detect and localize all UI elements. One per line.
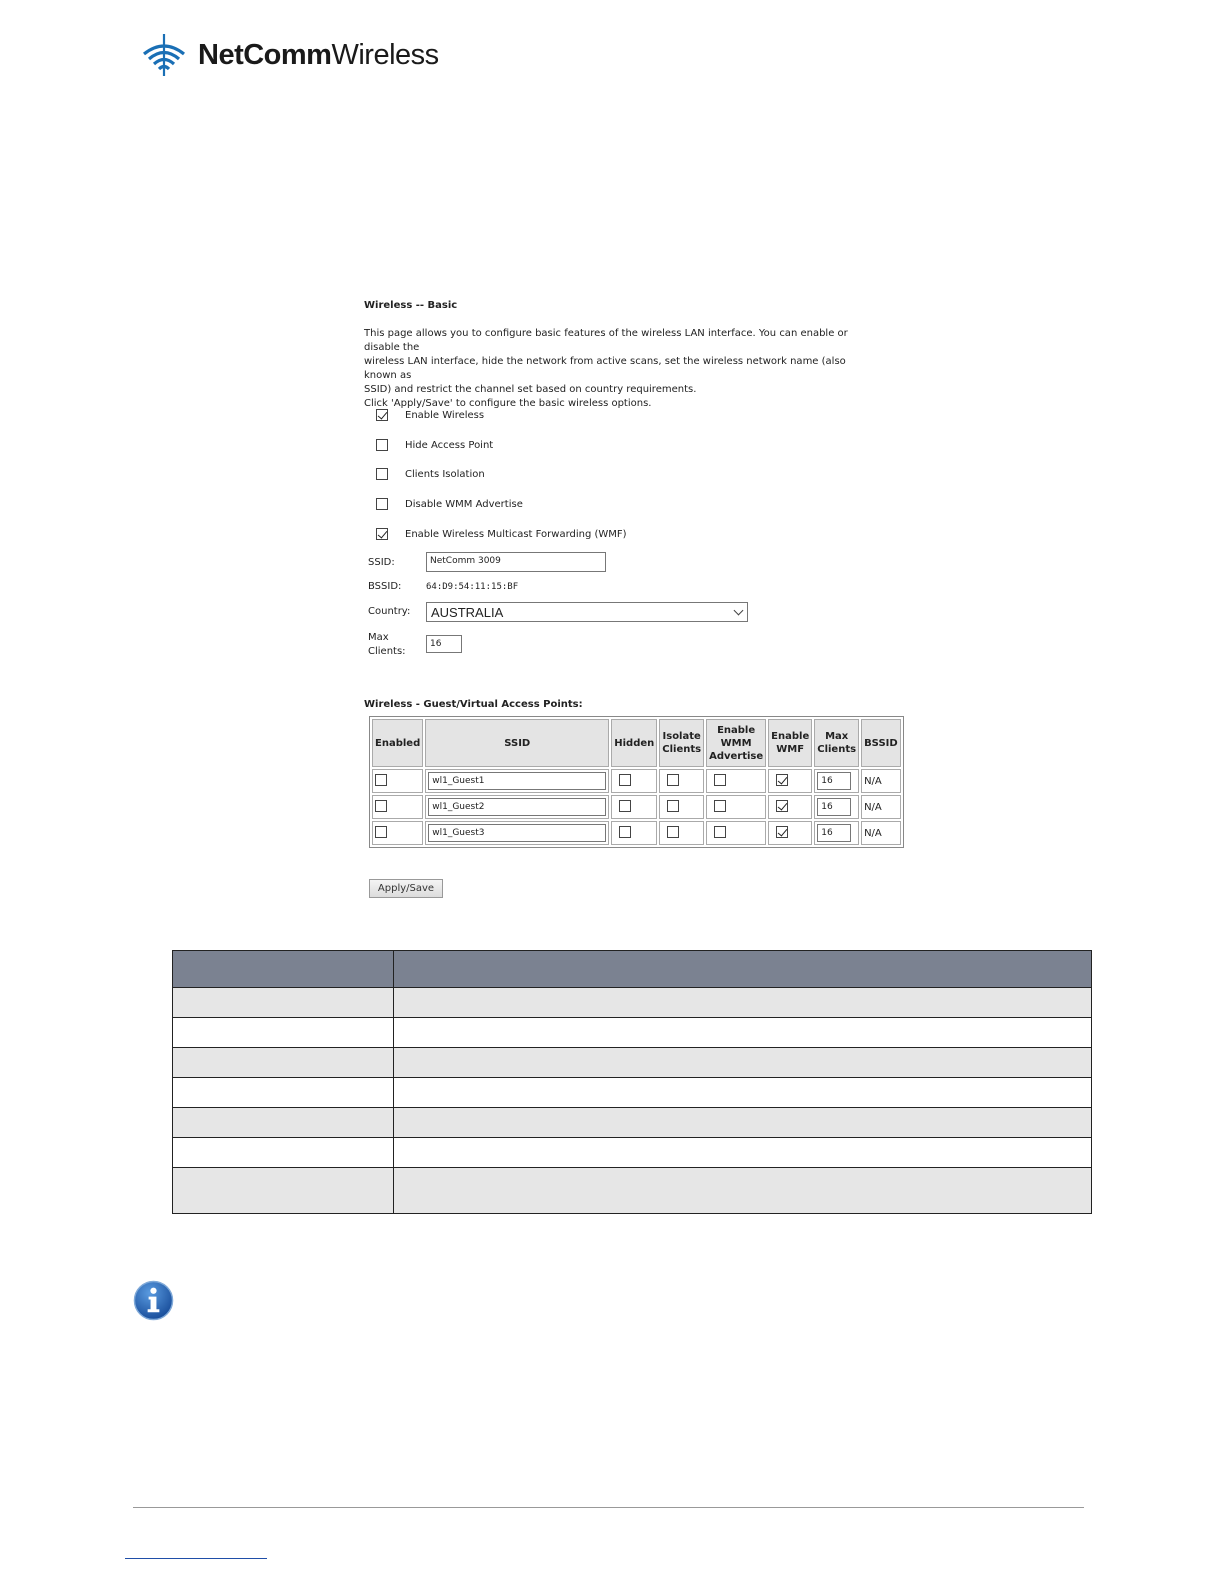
- option-enable-wmf[interactable]: Enable Wireless Multicast Forwarding (WMF): [376, 527, 627, 541]
- option-enable-wireless[interactable]: Enable Wireless: [376, 408, 484, 422]
- guest1-ssid-input[interactable]: wl1_Guest1: [428, 772, 606, 790]
- col-enabled: Enabled: [372, 719, 423, 767]
- table-row: [372, 795, 901, 819]
- col-ssid: SSID: [425, 719, 609, 767]
- guest1-max-clients-input[interactable]: 16: [817, 772, 851, 790]
- table-header-row: [173, 951, 1092, 988]
- guest-ap-title: Wireless - Guest/Virtual Access Points:: [364, 699, 583, 710]
- col-max-clients: Max Clients: [814, 719, 859, 767]
- guest2-enabled-checkbox[interactable]: [375, 800, 387, 812]
- col-isolate-clients: Isolate Clients: [659, 719, 704, 767]
- guest2-isolate-checkbox[interactable]: [667, 800, 679, 812]
- netcomm-logo: [140, 32, 439, 78]
- ssid-row: [368, 552, 606, 572]
- guest1-bssid: N/A: [861, 769, 901, 793]
- col-bssid: BSSID: [861, 719, 901, 767]
- guest2-max-clients-input[interactable]: 16: [817, 798, 851, 816]
- bssid-row: [368, 581, 518, 592]
- brand-name: NetCommWireless: [198, 38, 439, 71]
- footer-divider: [133, 1507, 1084, 1508]
- enable-wmf-checkbox[interactable]: [376, 528, 388, 540]
- disable-wmm-checkbox[interactable]: [376, 498, 388, 510]
- table-row: [372, 821, 901, 845]
- option-disable-wmm[interactable]: Disable WMM Advertise: [376, 497, 523, 511]
- col-enable-wmm-advertise: Enable WMM Advertise: [706, 719, 766, 767]
- guest3-hidden-checkbox[interactable]: [619, 826, 631, 838]
- guest3-wmf-checkbox[interactable]: [776, 826, 788, 838]
- guest1-enabled-checkbox[interactable]: [375, 774, 387, 786]
- ssid-label: SSID:: [368, 556, 395, 568]
- table-row: [173, 1138, 1092, 1168]
- guest1-wmf-checkbox[interactable]: [776, 774, 788, 786]
- guest1-isolate-checkbox[interactable]: [667, 774, 679, 786]
- table-row: [372, 769, 901, 793]
- country-select[interactable]: AUSTRALIA: [426, 602, 748, 622]
- guest3-enabled-checkbox[interactable]: [375, 826, 387, 838]
- country-label: Country:: [368, 606, 411, 617]
- info-icon: [133, 1280, 174, 1321]
- table-row: [173, 1048, 1092, 1078]
- hide-access-point-checkbox[interactable]: [376, 439, 388, 451]
- table-row: [173, 1108, 1092, 1138]
- apply-save-button[interactable]: Apply/Save: [369, 879, 443, 898]
- guest3-wmm-checkbox[interactable]: [714, 826, 726, 838]
- guest2-ssid-input[interactable]: wl1_Guest2: [428, 798, 606, 816]
- clients-isolation-checkbox[interactable]: [376, 468, 388, 480]
- bssid-value: 64:D9:54:11:15:BF: [426, 581, 519, 592]
- col-hidden: Hidden: [611, 719, 657, 767]
- wifi-logo-icon: [140, 32, 188, 78]
- wireless-basic-panel: [364, 300, 898, 894]
- guest3-bssid: N/A: [861, 821, 901, 845]
- guest-ap-table: [369, 716, 904, 848]
- bssid-label: BSSID:: [368, 581, 402, 592]
- col-enable-wmf: Enable WMF: [768, 719, 812, 767]
- page-title: Wireless -- Basic: [364, 300, 458, 311]
- table-row: [173, 1168, 1092, 1214]
- guest2-bssid: N/A: [861, 795, 901, 819]
- guest2-wmf-checkbox[interactable]: [776, 800, 788, 812]
- footer-link-underline[interactable]: [125, 1558, 267, 1559]
- ssid-input[interactable]: NetComm 3009: [426, 552, 606, 572]
- guest3-ssid-input[interactable]: wl1_Guest3: [428, 824, 606, 842]
- table-row: [173, 1078, 1092, 1108]
- chevron-down-icon: [734, 606, 744, 616]
- table-row: [173, 1018, 1092, 1048]
- settings-description-table: [172, 950, 1092, 1214]
- guest3-isolate-checkbox[interactable]: [667, 826, 679, 838]
- enable-wireless-checkbox[interactable]: [376, 409, 388, 421]
- guest3-max-clients-input[interactable]: 16: [817, 824, 851, 842]
- guest1-hidden-checkbox[interactable]: [619, 774, 631, 786]
- table-row: [173, 988, 1092, 1018]
- max-clients-row: [368, 631, 462, 659]
- max-clients-input[interactable]: 16: [426, 635, 462, 653]
- max-clients-label: Max Clients:: [368, 632, 406, 657]
- option-hide-access-point[interactable]: Hide Access Point: [376, 438, 493, 452]
- guest2-hidden-checkbox[interactable]: [619, 800, 631, 812]
- guest-ap-header-row: [372, 719, 901, 767]
- guest1-wmm-checkbox[interactable]: [714, 774, 726, 786]
- guest2-wmm-checkbox[interactable]: [714, 800, 726, 812]
- country-row: [368, 606, 426, 617]
- page-description: This page allows you to configure basic features of the wireless LAN interface. You can enable or disable the wireless LAN interface, hide the network from active scans, set the wireless network name (also known as SSID) and restrict the channel set based on country requirements. Click 'Apply/Save' to configure the basic wireless options.: [364, 328, 848, 409]
- option-clients-isolation[interactable]: Clients Isolation: [376, 467, 485, 481]
